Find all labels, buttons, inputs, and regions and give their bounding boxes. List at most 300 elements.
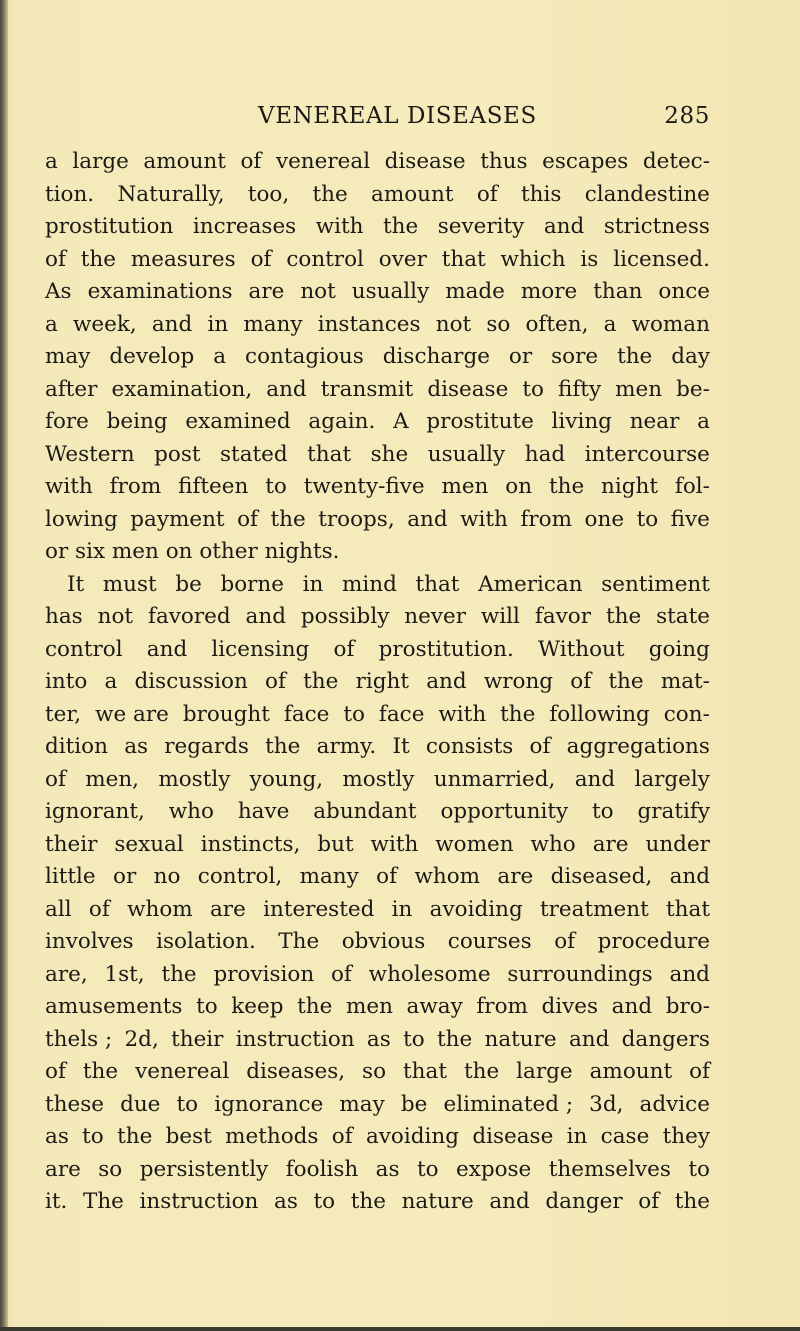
word: of [331,1124,353,1149]
word: ignorant, [45,799,145,824]
word: the [463,1059,500,1084]
word: who [530,831,576,857]
word: As [45,279,72,304]
word: from [476,994,528,1019]
text-line [45,926,710,959]
word: all [45,896,72,922]
word: a [603,311,617,337]
text-line [45,1121,710,1154]
word: prostitution [45,214,174,239]
text-line [45,1186,710,1219]
word: Without [538,636,625,662]
word: control [45,636,123,662]
word: surroundings [507,961,653,987]
word: procedure [597,929,710,954]
text-line [45,991,710,1024]
text-line [45,536,710,569]
word: night [601,474,659,499]
word: young, [249,766,324,792]
text-line [45,146,710,179]
word: and [426,669,467,694]
word: stated [220,441,288,467]
word: with [438,701,487,727]
word: increases [192,214,297,239]
word: of [45,246,66,272]
word: involves [45,929,134,954]
word: little [45,864,96,889]
text-line [45,211,710,244]
word: will [480,604,520,629]
word: courses [447,929,532,954]
word: advice [639,1091,710,1117]
word: bro- [665,994,710,1019]
text-line [45,1056,710,1089]
word: fifteen [178,474,249,499]
word: of [265,669,286,694]
word: being [106,409,168,434]
word: ignorance [214,1091,324,1117]
word: with [45,474,93,499]
word: the [674,1189,710,1214]
word: the [117,1124,153,1149]
word: twenty-five [303,474,425,499]
word: contagious [245,344,364,369]
word: avoiding [365,1124,460,1149]
word: prostitute [426,409,534,434]
word: mostly [158,766,231,792]
word: prostitution. [378,636,514,662]
text-line [45,504,710,537]
word: face [378,701,425,727]
text-line [45,699,710,732]
word: troops, [318,506,395,532]
word: are [248,279,285,304]
word: on [505,474,533,499]
word: dangers [621,1026,710,1052]
word: but [317,831,354,857]
word: the [500,701,536,727]
word: usually [427,441,506,467]
word: aggregations [566,734,710,759]
word: amount [143,149,226,174]
word: going [648,636,710,662]
word: of [88,896,110,922]
word: women [435,831,514,857]
word: keep [231,994,284,1019]
text-line [45,601,710,634]
word: to [196,994,218,1019]
word: danger [545,1189,623,1214]
word: may [45,344,91,369]
word: never [404,604,466,629]
word: in [207,311,229,337]
word: of [476,181,498,207]
word: the [82,1059,119,1084]
word: the [80,246,116,272]
word: wrong [483,669,554,694]
word: that [415,571,460,597]
word: clandestine [584,181,710,207]
word: in [391,896,413,922]
word: Naturally, [117,181,225,207]
word: so [362,1059,387,1084]
word: and [266,376,307,402]
word: as [45,1124,69,1149]
word: in [302,571,324,597]
word: they [662,1124,710,1149]
word: of [240,149,262,174]
word: amount [371,181,454,207]
text-line [45,309,710,342]
word: methods [225,1124,319,1149]
word: persistently [139,1156,269,1182]
word: it. [45,1189,68,1214]
word: ter, [45,701,82,727]
word: and [669,864,710,889]
word: are [497,864,534,889]
word: fifty [558,376,602,402]
text-line [45,731,710,764]
word: a [213,344,227,369]
word: are, [45,961,88,987]
word: A [393,409,409,434]
word: to [343,701,365,727]
word: of [45,766,66,792]
word: to [688,1156,710,1182]
word: after [45,376,98,402]
word: day [671,344,710,369]
body-text [45,146,710,1219]
word: must [102,571,157,597]
word: the [312,181,348,207]
word: whom [127,896,193,922]
word: to [636,506,659,532]
word: and [611,994,653,1019]
page-bottom-edge [0,1327,800,1331]
word: of [376,864,398,889]
word: is [580,246,599,272]
word: the [161,961,197,987]
text-line [45,374,710,407]
word: licensed. [613,246,710,272]
word: detec- [642,149,710,174]
word: in [566,1124,588,1149]
word: a [45,149,58,174]
word: which [500,246,566,272]
word: to [403,1026,425,1052]
word: of [250,246,272,272]
word: examinations [87,279,233,304]
word: near [629,409,680,434]
word: and [669,961,710,987]
word: favor [534,604,592,629]
word: develop [109,344,195,369]
word: mat- [660,669,710,694]
word: isolation. [156,929,256,954]
word: disease [472,1124,554,1149]
word: to [313,1189,336,1214]
word: instances [317,311,421,337]
word: this [521,181,562,207]
word: not [97,604,134,629]
text-line [45,796,710,829]
word: one [584,506,625,532]
word: case [600,1124,650,1149]
text-line [45,764,710,797]
word: opportunity [440,799,569,824]
word: post [154,441,201,467]
text-line [45,341,710,374]
text-line [45,861,710,894]
word: of [570,669,592,694]
word: disease [427,376,509,402]
word: too, [247,181,290,207]
word: under [645,831,710,857]
word: It [67,571,85,597]
word: many [243,311,303,337]
word: following [549,701,650,727]
word: from [109,474,162,499]
word: treatment [540,896,649,922]
word: and [574,766,616,792]
word: or six men on other nights. [45,539,340,564]
word: provision [213,961,315,987]
word: lowing [45,506,118,532]
word: fore [45,409,89,434]
word: 3d, [589,1091,624,1117]
page-number: 285 [664,103,710,129]
word: amount [589,1059,673,1084]
word: brought [182,701,270,727]
word: dition [45,734,108,759]
word: that [666,896,710,922]
word: more [520,279,578,304]
word: woman [631,311,710,337]
word: and [151,311,193,337]
text-line [45,179,710,212]
word: American [478,571,583,597]
word: again. [308,409,376,434]
word: not [435,311,472,337]
text-line [45,959,710,992]
word: a [697,409,710,434]
word: abundant [313,799,417,824]
word: usually [351,279,430,304]
word: has [45,604,83,629]
text-line [45,471,710,504]
word: living [551,409,612,434]
text-line [45,276,710,309]
word: so [486,311,511,337]
word: their [171,1026,224,1052]
word: as [124,734,149,759]
word: instruction [139,1189,259,1214]
word: with [460,506,508,532]
word: of [330,961,352,987]
word: discharge [382,344,490,369]
page-binding-edge [0,0,8,1331]
word: eliminated ; [443,1091,574,1117]
word: and [146,636,188,662]
word: are [45,1156,81,1182]
text-line [45,569,710,602]
word: expose [455,1156,532,1182]
word: not [300,279,336,304]
word: Western [45,441,135,467]
word: are [592,831,629,857]
text-line [45,1024,710,1057]
running-header [258,103,710,137]
word: of [237,506,258,532]
text-line [45,829,710,862]
word: nature [484,1026,557,1052]
word: instincts, [200,831,301,857]
word: the [265,734,301,759]
word: made [445,279,505,304]
word: the [350,1189,386,1214]
word: venereal [135,1059,230,1084]
word: licensing [211,636,310,662]
word: may [339,1091,385,1117]
word: to [522,376,544,402]
word: mind [341,571,397,597]
word: a [104,669,118,694]
word: wholesome [368,961,491,987]
text-line [45,439,710,472]
word: or [508,344,533,369]
word: examination, [111,376,253,402]
text-line [45,1089,710,1122]
word: than [593,279,643,304]
word: examined [185,409,291,434]
word: instruction [235,1026,355,1052]
text-line [45,244,710,277]
word: measures [130,246,236,272]
word: favored [147,604,231,629]
word: regards [164,734,249,759]
word: men [615,376,663,402]
word: tion. [45,181,95,207]
word: to [176,1091,199,1117]
word: are [209,896,246,922]
word: five [670,506,710,532]
word: many [299,864,359,889]
word: to [265,474,287,499]
word: of [689,1059,710,1084]
word: as [366,1026,391,1052]
word: control [286,246,364,272]
word: to [82,1124,104,1149]
word: the [617,344,653,369]
text-line [45,1154,710,1187]
word: large [516,1059,573,1084]
word: had [524,441,566,467]
word: strictness [603,214,710,239]
word: she [370,441,409,467]
word: to [416,1156,439,1182]
word: the [270,506,306,532]
word: that [441,246,486,272]
word: best [165,1124,212,1149]
word: into [45,669,88,694]
word: a [45,311,58,337]
word: so [98,1156,123,1182]
word: of [333,636,355,662]
word: and [543,214,585,239]
word: foolish [285,1156,359,1182]
word: that [403,1059,447,1084]
word: unmarried, [433,766,556,792]
word: away [406,994,463,1019]
word: possibly [300,604,390,629]
word: the [608,669,644,694]
word: thels ; [45,1026,113,1052]
word: be- [676,376,710,402]
word: and [489,1189,530,1214]
word: have [237,799,290,824]
word: whom [414,864,481,889]
word: due [120,1091,161,1117]
word: with [370,831,419,857]
word: 1st, [104,961,145,987]
word: be [400,1091,428,1117]
word: of [529,734,551,759]
word: and [568,1026,610,1052]
word: themselves [548,1156,671,1182]
word: to [592,799,614,824]
word: control, [197,864,283,889]
word: we are [95,701,169,727]
word: men [345,994,393,1019]
word: largely [634,766,710,792]
word: over [378,246,427,272]
word: right [355,669,409,694]
word: nature [401,1189,474,1214]
word: face [283,701,330,727]
word: army. [316,734,377,759]
word: their [45,831,98,857]
word: be [175,571,202,597]
word: con- [663,701,710,727]
word: 2d, [124,1026,159,1052]
word: of [45,1059,66,1084]
word: borne [220,571,284,597]
word: or [113,864,137,889]
word: the [297,994,333,1019]
word: discussion [134,669,248,694]
word: disease [384,149,466,174]
word: week, [72,311,137,337]
word: the [605,604,642,629]
word: transmit [320,376,414,402]
text-line [45,894,710,927]
word: these [45,1091,104,1117]
word: state [656,604,710,629]
text-line [45,666,710,699]
word: sexual [114,831,184,857]
word: often, [525,311,589,337]
word: dives [541,994,599,1019]
word: It [392,734,410,759]
word: escapes [542,149,629,174]
word: sentiment [601,571,710,597]
word: with [315,214,364,239]
word: men, [85,766,140,792]
word: severity [437,214,525,239]
word: as [375,1156,400,1182]
word: diseased, [550,864,653,889]
word: fol- [674,474,710,499]
